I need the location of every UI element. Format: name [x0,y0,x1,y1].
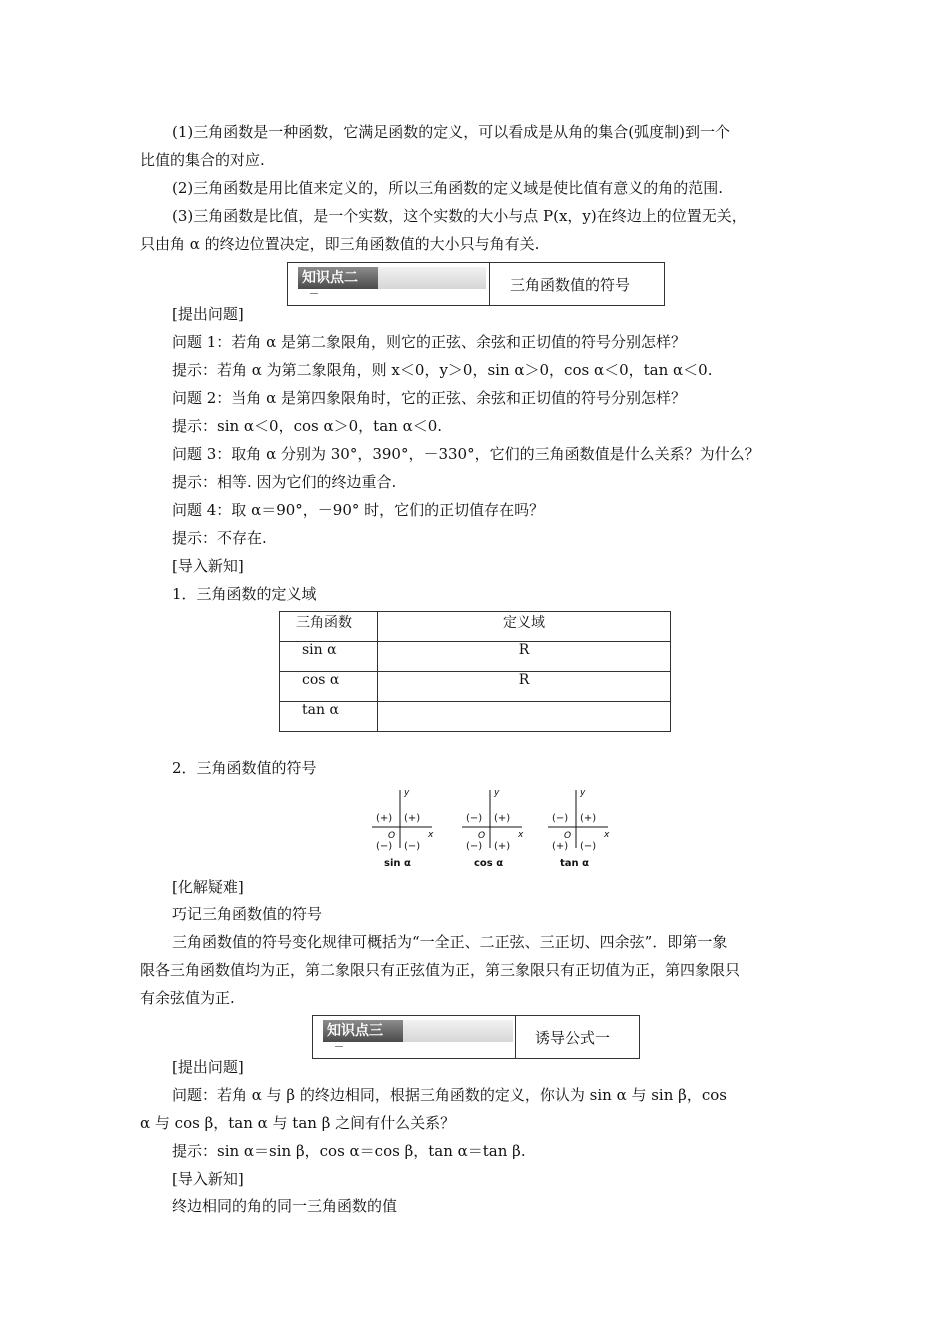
table-row [280,642,671,672]
table-header-domain: 定义域 [378,612,671,642]
y-label: y [494,788,500,798]
quadrant-4-sign: (+) [494,841,511,852]
kp3-bar [403,1020,513,1042]
kp2-title: 三角函数值的符号 [510,276,631,294]
quadrant-4-sign: (−) [404,841,421,852]
new-knowledge-header-2: [导入新知] [172,1170,244,1188]
quadrant-1-sign: (+) [494,813,511,824]
quadrant-2-sign: (+) [376,813,393,824]
table-row [280,672,671,702]
quadrant-1-sign: (+) [580,813,597,824]
final-line: 终边相同的角的同一三角函数的值 [172,1197,398,1215]
table-cell-func: cos α [280,672,378,702]
hint-2: 提示：sin α＜0，cos α＞0，tan α＜0. [172,417,443,435]
x-label: x [428,830,434,840]
mnemonic-line3: 有余弦值为正. [140,989,235,1007]
mnemonic-line2: 限各三角函数值均为正，第二象限只有正弦值为正，第三象限只有正切值为正，第四象限只 [140,961,741,979]
hint-1: 提示：若角 α 为第二象限角，则 x＜0，y＞0，sin α＞0，cos α＜0，tan α＜0. [172,361,713,379]
knowledge-point-2-box [287,262,665,306]
ask-header-1: [提出问题] [172,305,244,323]
table-cell-domain: R [378,672,671,702]
para1-line2: 比值的集合的对应. [140,151,265,169]
quadrant-2-sign: (−) [552,813,569,824]
origin-label: O [388,831,396,841]
table-cell-domain: R [378,642,671,672]
question-5-line2: α 与 cos β，tan α 与 tan β 之间有什么关系？ [140,1114,456,1132]
origin-label: O [478,831,486,841]
question-2: 问题 2：当角 α 是第四象限角时，它的正弦、余弦和正切值的符号分别怎样？ [172,389,686,407]
x-label: x [518,830,524,840]
para1-line5: 只由角 α 的终边位置决定，即三角函数值的大小只与角有关. [140,235,540,253]
x-label: x [604,830,610,840]
quadrant-3-sign: (−) [376,841,393,852]
kp3-title: 诱导公式一 [535,1029,611,1047]
kp3-tag: 知识点三 [323,1020,403,1042]
hint-3: 提示：相等. 因为它们的终边重合. [172,473,397,491]
quadrant-1-sign: (+) [404,813,421,824]
y-label: y [404,788,410,798]
sin-sign-diagram [372,788,434,869]
diagram-label: tan α [560,858,589,869]
table-cell-func: sin α [280,642,378,672]
para1-line1: (1)三角函数是一种函数，它满足函数的定义，可以看成是从角的集合(弧度制)到一个 [172,123,730,141]
kp2-tag: 知识点二 [298,267,378,289]
item-1-domain-title: 1．三角函数的定义域 [172,585,317,603]
kp2-separator [489,263,490,305]
clarify-header: [化解疑难] [172,878,244,896]
table-header-func: 三角函数 [280,612,378,642]
mnemonic-subtitle: 巧记三角函数值的符号 [172,905,323,923]
new-knowledge-header-1: [导入新知] [172,557,244,575]
knowledge-point-3-box [312,1015,640,1059]
question-4: 问题 4：取 α＝90°，－90° 时，它们的正切值存在吗？ [172,501,545,519]
quadrant-3-sign: (−) [466,841,483,852]
hint-5: 提示：sin α＝sin β，cos α＝cos β，tan α＝tan β. [172,1142,526,1160]
table-cell-func: tan α [280,702,378,732]
quadrant-4-sign: (−) [580,841,597,852]
table-row [280,702,671,732]
kp2-bar [378,267,486,289]
question-1: 问题 1：若角 α 是第二象限角，则它的正弦、余弦和正切值的符号分别怎样？ [172,333,686,351]
mnemonic-line1: 三角函数值的符号变化规律可概括为“一全正、二正弦、三正切、四余弦”．即第一象 [172,933,728,951]
sign-diagrams [366,786,616,872]
ask-header-2: [提出问题] [172,1058,244,1076]
quadrant-2-sign: (−) [466,813,483,824]
cos-sign-diagram [462,788,524,869]
para1-line4: (3)三角函数是比值，是一个实数，这个实数的大小与点 P(x，y)在终边上的位置无关， [172,207,747,225]
kp3-separator [515,1016,516,1058]
para1-line3: (2)三角函数是用比值来定义的，所以三角函数的定义域是使比值有意义的角的范围. [172,179,724,197]
kp3-notch [335,1042,343,1047]
diagram-label: cos α [474,858,504,869]
question-3: 问题 3：取角 α 分别为 30°，390°，－330°，它们的三角函数值是什么关系？为什么？ [172,445,760,463]
quadrant-3-sign: (+) [552,841,569,852]
domain-table [279,611,671,732]
table-header-row [280,612,671,642]
kp2-notch [310,289,318,294]
diagram-label: sin α [384,858,411,869]
item-2-sign-title: 2．三角函数值的符号 [172,759,317,777]
y-label: y [580,788,586,798]
hint-4: 提示：不存在. [172,529,267,547]
table-cell-domain [378,702,671,732]
tan-sign-diagram [548,788,610,869]
question-5-line1: 问题：若角 α 与 β 的终边相同，根据三角函数的定义，你认为 sin α 与 sin β，cos [172,1086,727,1104]
origin-label: O [564,831,572,841]
